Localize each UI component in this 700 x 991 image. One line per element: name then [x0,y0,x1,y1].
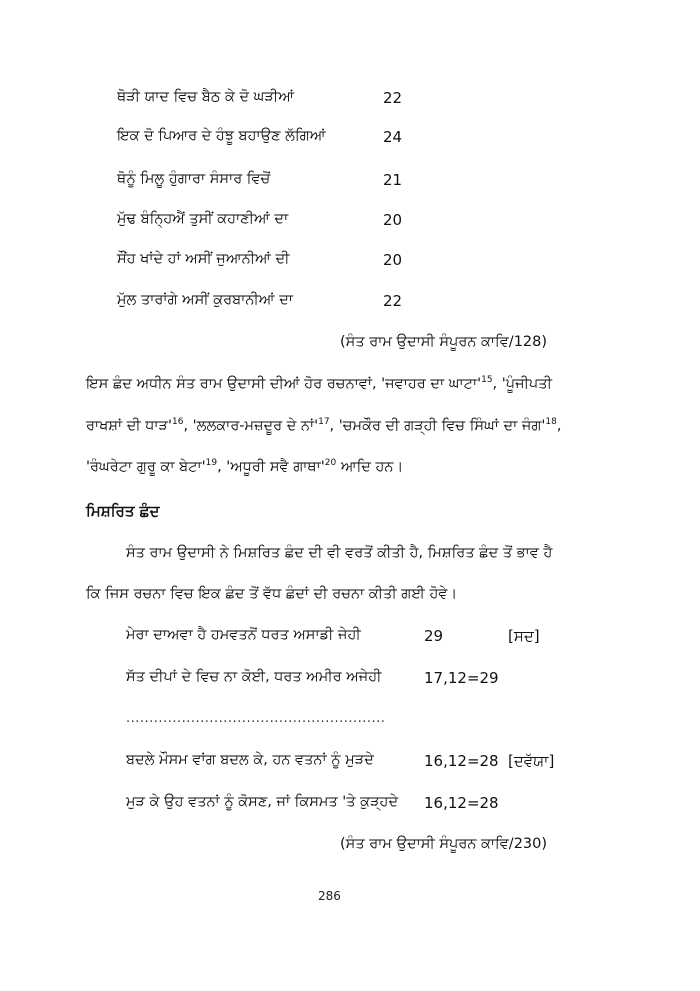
verse-line: ਸੱਤ ਦੀਪਾਂ ਦੇ ਵਿਚ ਨਾ ਕੋਈ, ਧਰਤ ਅਮੀਰ ਅਜੇਹੀ [126,669,382,685]
paragraph-line [86,459,403,475]
footnote-ref: 17 [318,417,330,428]
verse-line: ਥੋੜੀ ਯਾਦ ਵਿਚ ਬੈਠ ਕੇ ਦੋ ਘੜੀਆਂ [117,89,295,105]
text: , 'ਅਧੂਰੀ ਸਵੈ ਗਾਥਾ' [217,459,325,475]
text: 'ਰੰਘਰੇਟਾ ਗੁਰੂ ਕਾ ਬੇਟਾ' [86,459,206,475]
footnote-ref: 19 [205,458,218,469]
text: ਆਦਿ ਹਨ। [336,459,404,475]
syllable-count: 29 [424,627,444,645]
text: ਇਸ ਛੰਦ ਅਧੀਨ ਸੰਤ ਰਾਮ ਉਦਾਸੀ ਦੀਆਂ ਹੋਰ ਰਚਨਾਵਾਂ, 'ਜਵਾਹਰ ਦਾ ਘਾਟਾ' [86,376,482,392]
paragraph-line: ਸੰਤ ਰਾਮ ਉਦਾਸੀ ਨੇ ਮਿਸ਼ਰਿਤ ਛੰਦ ਦੀ ਵੀ ਵਰਤੋਂ ਕੀਤੀ ਹੈ, ਮਿਸ਼ਰਿਤ ਛੰਦ ਤੋਂ ਭਾਵ ਹੈ [126,545,553,561]
syllable-count: 20 [383,211,403,229]
syllable-count: 17,12=29 [424,669,499,687]
verse-line: ਮੁੱਢ ਬੰਨ੍ਹਿਐਂ ਤੁਸੀਂ ਕਹਾਣੀਆਂ ਦਾ [117,211,289,227]
syllable-count: 16,12=28 [424,752,499,770]
verse-line: ਸੌਂਹ ਖਾਂਦੇ ਹਾਂ ਅਸੀਂ ਜੁਆਨੀਆਂ ਦੀ [117,251,290,267]
footnote-ref: 20 [324,458,337,469]
syllable-count: 22 [383,292,403,310]
meter-tag: [ਦਵੱਯਾ] [508,752,555,770]
text: , 'ਪੂੰਜੀਪਤੀ [492,376,552,392]
verse-line: ਮੁੜ ਕੇ ਉਹ ਵਤਨਾਂ ਨੂੰ ਕੋਸਣ, ਜਾਂ ਕਿਸਮਤ 'ਤੇ ਕੁੜ੍ਹਦੇ [126,794,399,810]
text: ਰਾਖਸ਼ਾਂ ਦੀ ਧਾੜ' [86,418,173,434]
citation: (ਸੰਤ ਰਾਮ ਉਦਾਸੀ ਸੰਪੂਰਨ ਕਾਵਿ/230) [340,836,548,852]
verse-line: ਮੇਰਾ ਦਾਅਵਾ ਹੈ ਹਮਵਤਨੋਂ ਧਰਤ ਅਸਾਡੀ ਜੇਹੀ [126,627,361,643]
verse-line: ਮੁੱਲ ਤਾਰਾਂਗੇ ਅਸੀਂ ਕੁਰਬਾਨੀਆਂ ਦਾ [117,292,293,308]
syllable-count: 22 [383,89,403,107]
page-number: 286 [318,889,341,903]
meter-tag: [ਸਦ] [508,627,540,645]
verse-line: ਥੋਨੂੰ ਮਿਲੂ ਹੁੰਗਾਰਾ ਸੰਸਾਰ ਵਿਚੋਂ [117,171,271,187]
syllable-count: 20 [383,251,403,269]
ellipsis-separator: ........................................................ [126,711,386,726]
syllable-count: 24 [383,128,403,146]
paragraph-line [86,376,552,392]
text: , 'ਲਲਕਾਰ-ਮਜ਼ਦੂਰ ਦੇ ਨਾਂ' [183,418,319,434]
text: , 'ਚਮਕੌਰ ਦੀ ਗੜ੍ਹੀ ਵਿਚ ਸਿੰਘਾਂ ਦਾ ਜੰਗ' [329,418,546,434]
syllable-count: 16,12=28 [424,794,499,812]
text: , [556,418,562,434]
footnote-ref: 15 [481,375,493,386]
citation: (ਸੰਤ ਰਾਮ ਉਦਾਸੀ ਸੰਪੂਰਨ ਕਾਵਿ/128) [340,334,548,350]
paragraph-line [86,418,561,434]
footnote-ref: 16 [172,417,184,428]
verse-line: ਬਦਲੇ ਮੌਸਮ ਵਾਂਗ ਬਦਲ ਕੇ, ਹਨ ਵਤਨਾਂ ਨੂੰ ਮੁੜਦੇ [126,752,374,768]
verse-line: ਇਕ ਦੋ ਪਿਆਰ ਦੇ ਹੰਝੂ ਬਹਾਉਣ ਲੱਗਿਆਂ [117,128,326,144]
section-heading: ਮਿਸ਼ਰਿਤ ਛੰਦ [86,502,160,520]
footnote-ref: 18 [545,417,557,428]
syllable-count: 21 [383,171,403,189]
paragraph-line: ਕਿ ਜਿਸ ਰਚਨਾ ਵਿਚ ਇਕ ਛੰਦ ਤੋਂ ਵੱਧ ਛੰਦਾਂ ਦੀ ਰਚਨਾ ਕੀਤੀ ਗਈ ਹੋਵੇ। [86,586,458,602]
